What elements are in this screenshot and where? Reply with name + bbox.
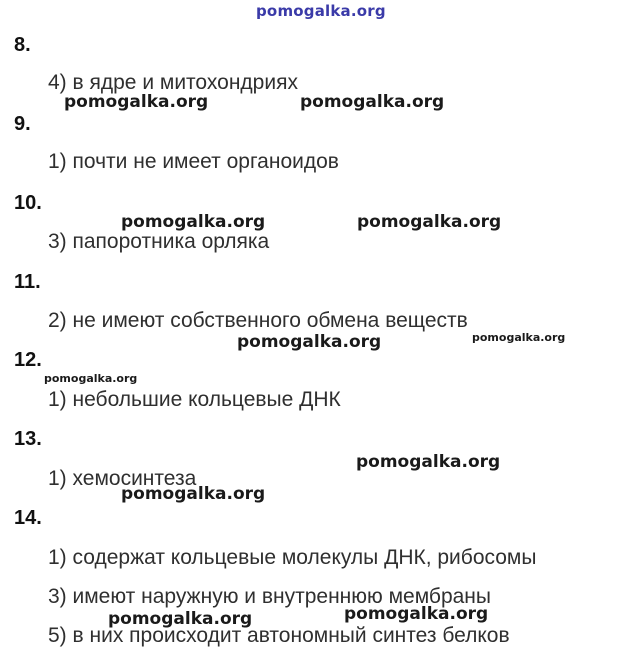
answer-10-1: 3) папоротника орляка bbox=[48, 230, 270, 253]
question-number-13: 13. bbox=[14, 428, 42, 450]
watermark: pomogalka.org bbox=[237, 332, 382, 352]
answer-14-5: 5) в них происходит автономный синтез белков bbox=[48, 624, 510, 647]
question-number-10: 10. bbox=[14, 192, 42, 214]
question-number-8: 8. bbox=[14, 34, 31, 56]
answer-9-1: 1) почти не имеет органоидов bbox=[48, 150, 339, 173]
watermark-top: pomogalka.org bbox=[256, 2, 386, 20]
question-number-9: 9. bbox=[14, 113, 31, 135]
question-number-12: 12. bbox=[14, 349, 42, 371]
answer-13-1: 1) хемосинтеза bbox=[48, 467, 197, 490]
watermark: pomogalka.org bbox=[121, 212, 266, 232]
answer-8-1: 4) в ядре и митохондриях bbox=[48, 71, 298, 94]
answer-11-1: 2) не имеют собственного обмена веществ bbox=[48, 309, 468, 332]
answer-14-1: 1) содержат кольцевые молекулы ДНК, рибосомы bbox=[48, 546, 537, 569]
watermark: pomogalka.org bbox=[472, 331, 566, 344]
watermark: pomogalka.org bbox=[300, 92, 445, 112]
watermark: pomogalka.org bbox=[344, 604, 489, 624]
watermark: pomogalka.org bbox=[44, 372, 138, 385]
watermark: pomogalka.org bbox=[356, 452, 501, 472]
answer-12-1: 1) небольшие кольцевые ДНК bbox=[48, 388, 341, 411]
watermark: pomogalka.org bbox=[357, 212, 502, 232]
watermark: pomogalka.org bbox=[121, 484, 266, 504]
question-number-14: 14. bbox=[14, 507, 42, 529]
watermark: pomogalka.org bbox=[64, 92, 209, 112]
watermark: pomogalka.org bbox=[108, 609, 253, 629]
answer-14-3: 3) имеют наружную и внутреннюю мембраны bbox=[48, 585, 491, 608]
question-number-11: 11. bbox=[14, 271, 41, 293]
